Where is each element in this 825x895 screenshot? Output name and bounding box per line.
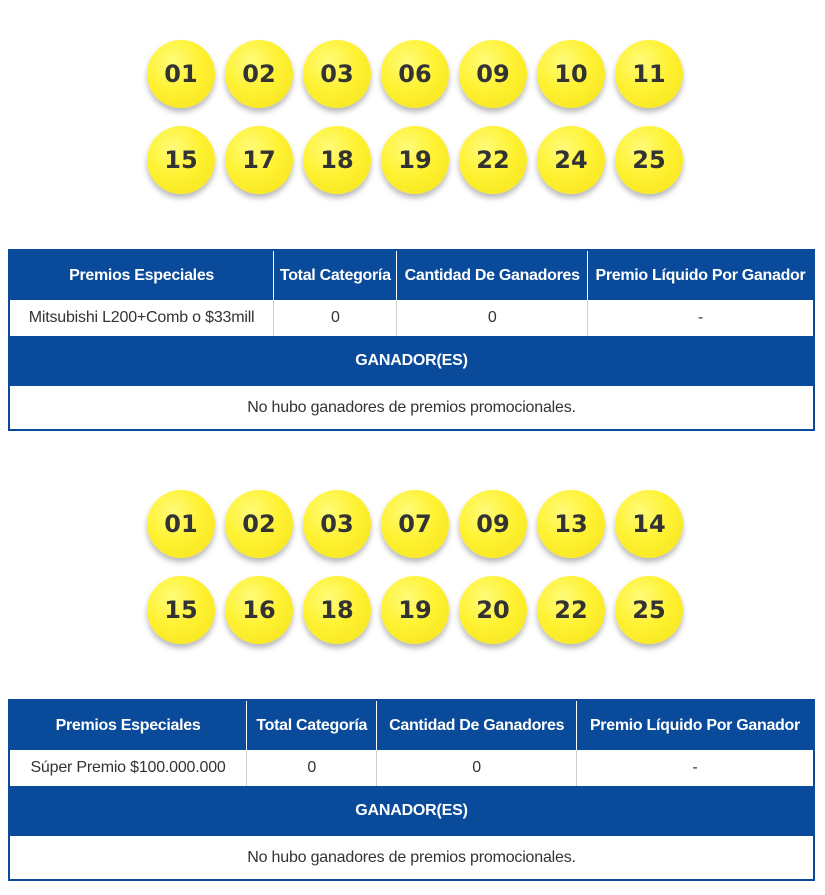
winners-label: GANADOR(ES)	[9, 786, 814, 836]
lottery-ball: 01	[147, 40, 215, 108]
total-categoria-value: 0	[247, 750, 377, 786]
lottery-ball: 24	[537, 126, 605, 194]
header-premios-especiales: Premios Especiales	[9, 700, 247, 750]
lottery-ball: 07	[381, 490, 449, 558]
lottery-ball: 22	[537, 576, 605, 644]
header-cantidad-ganadores: Cantidad De Ganadores	[397, 250, 587, 300]
prize-table-header	[9, 700, 814, 750]
winners-message: No hubo ganadores de premios promocionales.	[247, 398, 576, 416]
cantidad-ganadores-value: 0	[397, 300, 587, 336]
lottery-ball: 14	[615, 490, 683, 558]
draw-2-balls-row-2	[147, 576, 693, 644]
lottery-ball: 16	[225, 576, 293, 644]
winners-message-row	[9, 836, 814, 880]
lottery-ball: 15	[147, 576, 215, 644]
lottery-ball: 02	[225, 40, 293, 108]
lottery-ball: 03	[303, 490, 371, 558]
lottery-ball: 17	[225, 126, 293, 194]
draw-1-balls-row-1	[147, 40, 693, 108]
lottery-ball: 18	[303, 126, 371, 194]
header-premio-liquido: Premio Líquido Por Ganador	[587, 250, 814, 300]
premio-liquido-value: -	[692, 759, 698, 776]
lottery-ball: 03	[303, 40, 371, 108]
lottery-ball: 20	[459, 576, 527, 644]
draw-1-prize-table	[8, 249, 815, 431]
header-premio-liquido: Premio Líquido Por Ganador	[576, 700, 814, 750]
lottery-ball: 15	[147, 126, 215, 194]
lottery-ball: 13	[537, 490, 605, 558]
prize-name: Súper Premio $100.000.000	[9, 750, 247, 786]
cantidad-ganadores-value: 0	[377, 750, 576, 786]
lottery-ball: 25	[615, 576, 683, 644]
winners-header-row	[9, 786, 814, 836]
lottery-ball: 01	[147, 490, 215, 558]
table-row	[9, 750, 814, 786]
header-total-categoria: Total Categoría	[247, 700, 377, 750]
draw-1-balls-row-2	[147, 126, 693, 194]
header-premios-especiales: Premios Especiales	[9, 250, 274, 300]
prize-name: Mitsubishi L200+Comb o $33mill	[9, 300, 274, 336]
lottery-ball: 25	[615, 126, 683, 194]
winners-message-row	[9, 386, 814, 430]
draw-2-prize-table	[8, 699, 815, 881]
lottery-ball: 19	[381, 576, 449, 644]
premio-liquido-value: -	[697, 309, 704, 326]
lottery-ball: 10	[537, 40, 605, 108]
winners-header-row	[9, 336, 814, 386]
draw-2-balls-row-1	[147, 490, 693, 558]
lottery-ball: 09	[459, 490, 527, 558]
lottery-ball: 19	[381, 126, 449, 194]
lottery-ball: 18	[303, 576, 371, 644]
lottery-ball: 09	[459, 40, 527, 108]
prize-table-header	[9, 250, 814, 300]
winners-message: No hubo ganadores de premios promocionales.	[247, 848, 576, 866]
lottery-ball: 11	[615, 40, 683, 108]
lottery-ball: 02	[225, 490, 293, 558]
winners-label: GANADOR(ES)	[9, 336, 814, 386]
lottery-ball: 22	[459, 126, 527, 194]
table-row	[9, 300, 814, 336]
lottery-ball: 06	[381, 40, 449, 108]
total-categoria-value: 0	[274, 300, 397, 336]
header-total-categoria: Total Categoría	[274, 250, 397, 300]
header-cantidad-ganadores: Cantidad De Ganadores	[377, 700, 576, 750]
